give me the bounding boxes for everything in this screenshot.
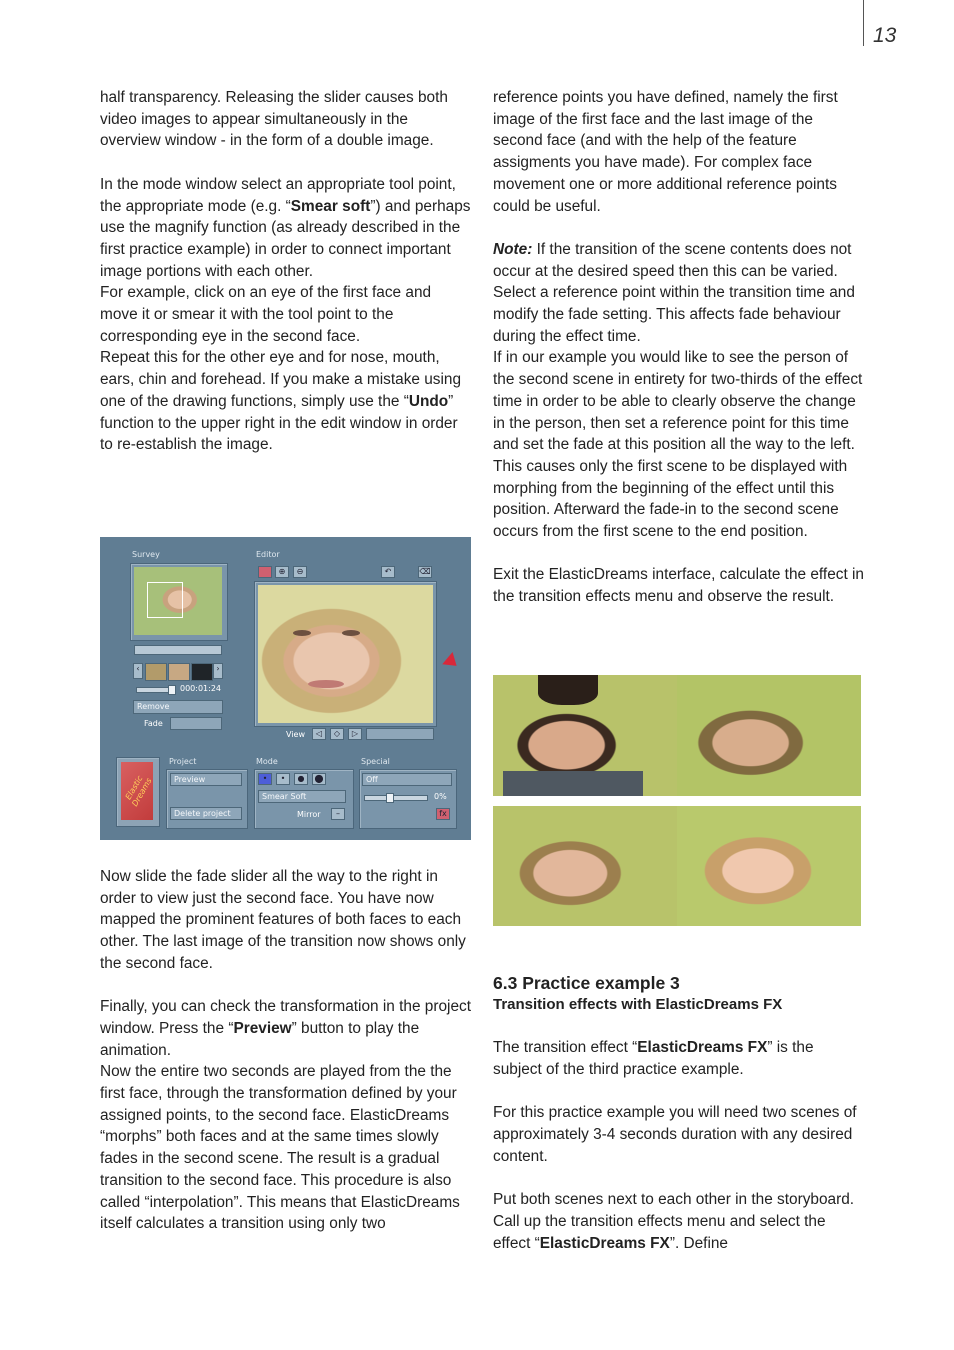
prev-arrow-icon[interactable]: ‹ bbox=[133, 663, 143, 679]
column-left-top bbox=[100, 87, 472, 456]
editor-panel bbox=[254, 581, 437, 727]
survey-panel bbox=[130, 563, 228, 641]
timecode: 000:01:24 bbox=[180, 684, 222, 693]
mirror-label: Mirror bbox=[297, 810, 321, 819]
thumbnail-1[interactable] bbox=[145, 663, 167, 681]
editor-label: Editor bbox=[256, 550, 280, 559]
column-right-bottom bbox=[493, 972, 865, 1254]
cursor-arrow-icon bbox=[442, 652, 461, 672]
mode-point-icon[interactable]: • bbox=[258, 773, 272, 785]
section-subheading: Transition effects with ElasticDreams FX bbox=[493, 996, 783, 1013]
paragraph-example-right: If in our example you would like to see the person of the second scene in entirety for two-thirds of the effect time in order to be able to clearly observe the change in the person, then set a reference point for this time and set the fade at this position all the way to the left. This causes only the first scene to be displayed with morphing from the beginning of the effect until this position. Afterward the fade-in to the second scene occurs from the first scene to the end position. bbox=[493, 349, 863, 541]
shirt bbox=[503, 771, 643, 796]
paragraph-transparency: half transparency. Releasing the slider causes both video images to appear simultaneously in the overview window - in the form of a double image. bbox=[100, 89, 448, 150]
elasticdreams-screenshot bbox=[100, 537, 471, 840]
photo-morph-2 bbox=[493, 806, 677, 926]
column-right-top bbox=[493, 87, 865, 608]
photo-morph-1 bbox=[677, 675, 861, 796]
mode-large-icon[interactable]: ⬤ bbox=[312, 773, 326, 785]
tool-point-icon[interactable] bbox=[258, 566, 272, 578]
paragraph-put bbox=[493, 1189, 865, 1254]
text: The transition effect “ bbox=[493, 1039, 638, 1057]
text: ”) and perhaps use the magnify function (as already described in the first practice example) in order to connect important image portions with each other. bbox=[100, 197, 471, 280]
paragraph-mode bbox=[100, 174, 472, 283]
paragraph-example: For example, click on an eye of the first face and move it or smear it with the tool point to the corresponding eye in the second face. bbox=[100, 284, 432, 345]
hair bbox=[538, 675, 598, 705]
selection-frame bbox=[147, 582, 183, 618]
paragraph-reference: reference points you have defined, namely the first image of the first face and the last image of the second face (and with the help of the feature assigments you have made). For complex face movement one or more additional reference points could be useful. bbox=[493, 89, 838, 215]
editor-image[interactable] bbox=[258, 585, 433, 723]
mode-label: Mode bbox=[256, 757, 278, 766]
view-right-icon[interactable]: ▷ bbox=[348, 728, 362, 740]
photo-man bbox=[493, 675, 677, 796]
undo-icon[interactable]: ↶ bbox=[381, 566, 395, 578]
percent-readout: 0% bbox=[434, 792, 447, 801]
thumbnail-2[interactable] bbox=[168, 663, 190, 681]
text: ”. Define bbox=[669, 1234, 728, 1252]
survey-thumbnail bbox=[134, 567, 222, 635]
bold-term: Smear soft bbox=[290, 197, 371, 215]
photo-woman bbox=[677, 806, 861, 926]
mode-medium-icon[interactable]: ● bbox=[294, 773, 308, 785]
bold-term: ElasticDreams FX bbox=[637, 1039, 768, 1057]
view-left-icon[interactable]: ◁ bbox=[312, 728, 326, 740]
text: Repeat this for the other eye and for nose, mouth, ears, chin and forehead. If you make a mistake using one of the drawing functions, simply use the “ bbox=[100, 349, 462, 410]
view-slider[interactable] bbox=[366, 728, 434, 740]
special-slider[interactable] bbox=[364, 795, 428, 801]
bold-term: Undo bbox=[408, 392, 449, 410]
delete-project-button[interactable]: Delete project bbox=[170, 807, 242, 820]
fade-label: Fade bbox=[144, 719, 163, 728]
preview-button[interactable]: Preview bbox=[170, 773, 242, 786]
survey-track[interactable] bbox=[134, 645, 222, 655]
survey-label: Survey bbox=[132, 550, 160, 559]
next-arrow-icon[interactable]: › bbox=[213, 663, 223, 679]
off-select[interactable]: Off bbox=[362, 773, 452, 786]
note-label: Note: bbox=[493, 240, 533, 258]
fade-slider[interactable] bbox=[170, 717, 222, 730]
project-label: Project bbox=[169, 757, 197, 766]
logo-panel bbox=[116, 757, 160, 827]
page-rule bbox=[863, 0, 864, 46]
smear-soft-select[interactable]: Smear Soft bbox=[258, 790, 346, 803]
right-eye bbox=[342, 630, 360, 636]
bold-term: Preview bbox=[233, 1019, 292, 1037]
left-eye bbox=[293, 630, 311, 636]
view-label: View bbox=[286, 730, 305, 739]
text: ” button to play the animation. bbox=[100, 1019, 420, 1059]
time-slider-knob[interactable] bbox=[168, 685, 176, 695]
paragraph-finally bbox=[100, 996, 472, 1061]
paragraph-note bbox=[493, 239, 865, 348]
logo-text: Elastic Dreams bbox=[123, 774, 154, 809]
remove-button[interactable]: Remove bbox=[133, 700, 223, 714]
mouth bbox=[308, 680, 344, 688]
column-left-bottom bbox=[100, 866, 472, 1235]
trash-icon[interactable]: ⌫ bbox=[419, 567, 431, 576]
paragraph-now: Now the entire two seconds are played from the the first face, through the transformation defined by your assigned points, to the second face. ElasticDreams “morphs” both faces and at the same times slowly fades in the second scene. The result is a gradual transition to the second face. This procedure is also called “interpolation”. This means that ElasticDreams itself calculates a transition using only two bbox=[100, 1063, 460, 1233]
magnify-minus-icon[interactable]: ⊖ bbox=[293, 566, 307, 578]
bold-term: ElasticDreams FX bbox=[539, 1234, 670, 1252]
text: ” function to the upper right in the edit window in order to re-establish the image. bbox=[100, 392, 458, 454]
text: Put both scenes next to each other in the storyboard. Call up the transition effects menu and select the effect “ bbox=[493, 1191, 855, 1252]
text: ” is the subject of the third practice example. bbox=[493, 1039, 814, 1079]
magnify-plus-icon[interactable]: ⊕ bbox=[275, 566, 289, 578]
special-label: Special bbox=[361, 757, 390, 766]
text: In the mode window select an appropriate tool point, the appropriate mode (e.g. “ bbox=[100, 175, 456, 215]
mirror-toggle[interactable]: – bbox=[331, 808, 345, 820]
mode-small-icon[interactable]: • bbox=[276, 773, 290, 785]
paragraph-scenes: For this practice example you will need two scenes of approximately 3-4 seconds duration with any desired content. bbox=[493, 1104, 857, 1165]
paragraph-slide: Now slide the fade slider all the way to the right in order to view just the second face. You have now mapped the prominent features of both faces to each other. The last image of the transition now shows only the second face. bbox=[100, 868, 466, 972]
page-number: 13 bbox=[873, 24, 897, 47]
view-both-icon[interactable]: ◇ bbox=[330, 728, 344, 740]
text: If the transition of the scene contents does not occur at the desired speed then this can be varied. Select a reference point within the transition time and modify the fade setting. This affects fade behaviour during the effect time. bbox=[493, 240, 855, 345]
paragraph-repeat bbox=[100, 347, 472, 456]
thumbnail-3[interactable] bbox=[191, 663, 213, 681]
paragraph-exit: Exit the ElasticDreams interface, calculate the effect in the transition effects menu and observe the result. bbox=[493, 566, 864, 606]
text: Finally, you can check the transformation in the project window. Press the “ bbox=[100, 998, 471, 1037]
paragraph-effect bbox=[493, 1037, 865, 1080]
section-heading: 6.3 Practice example 3 bbox=[493, 973, 680, 993]
fx-button[interactable]: fx bbox=[436, 808, 450, 820]
special-slider-knob[interactable] bbox=[386, 793, 394, 803]
